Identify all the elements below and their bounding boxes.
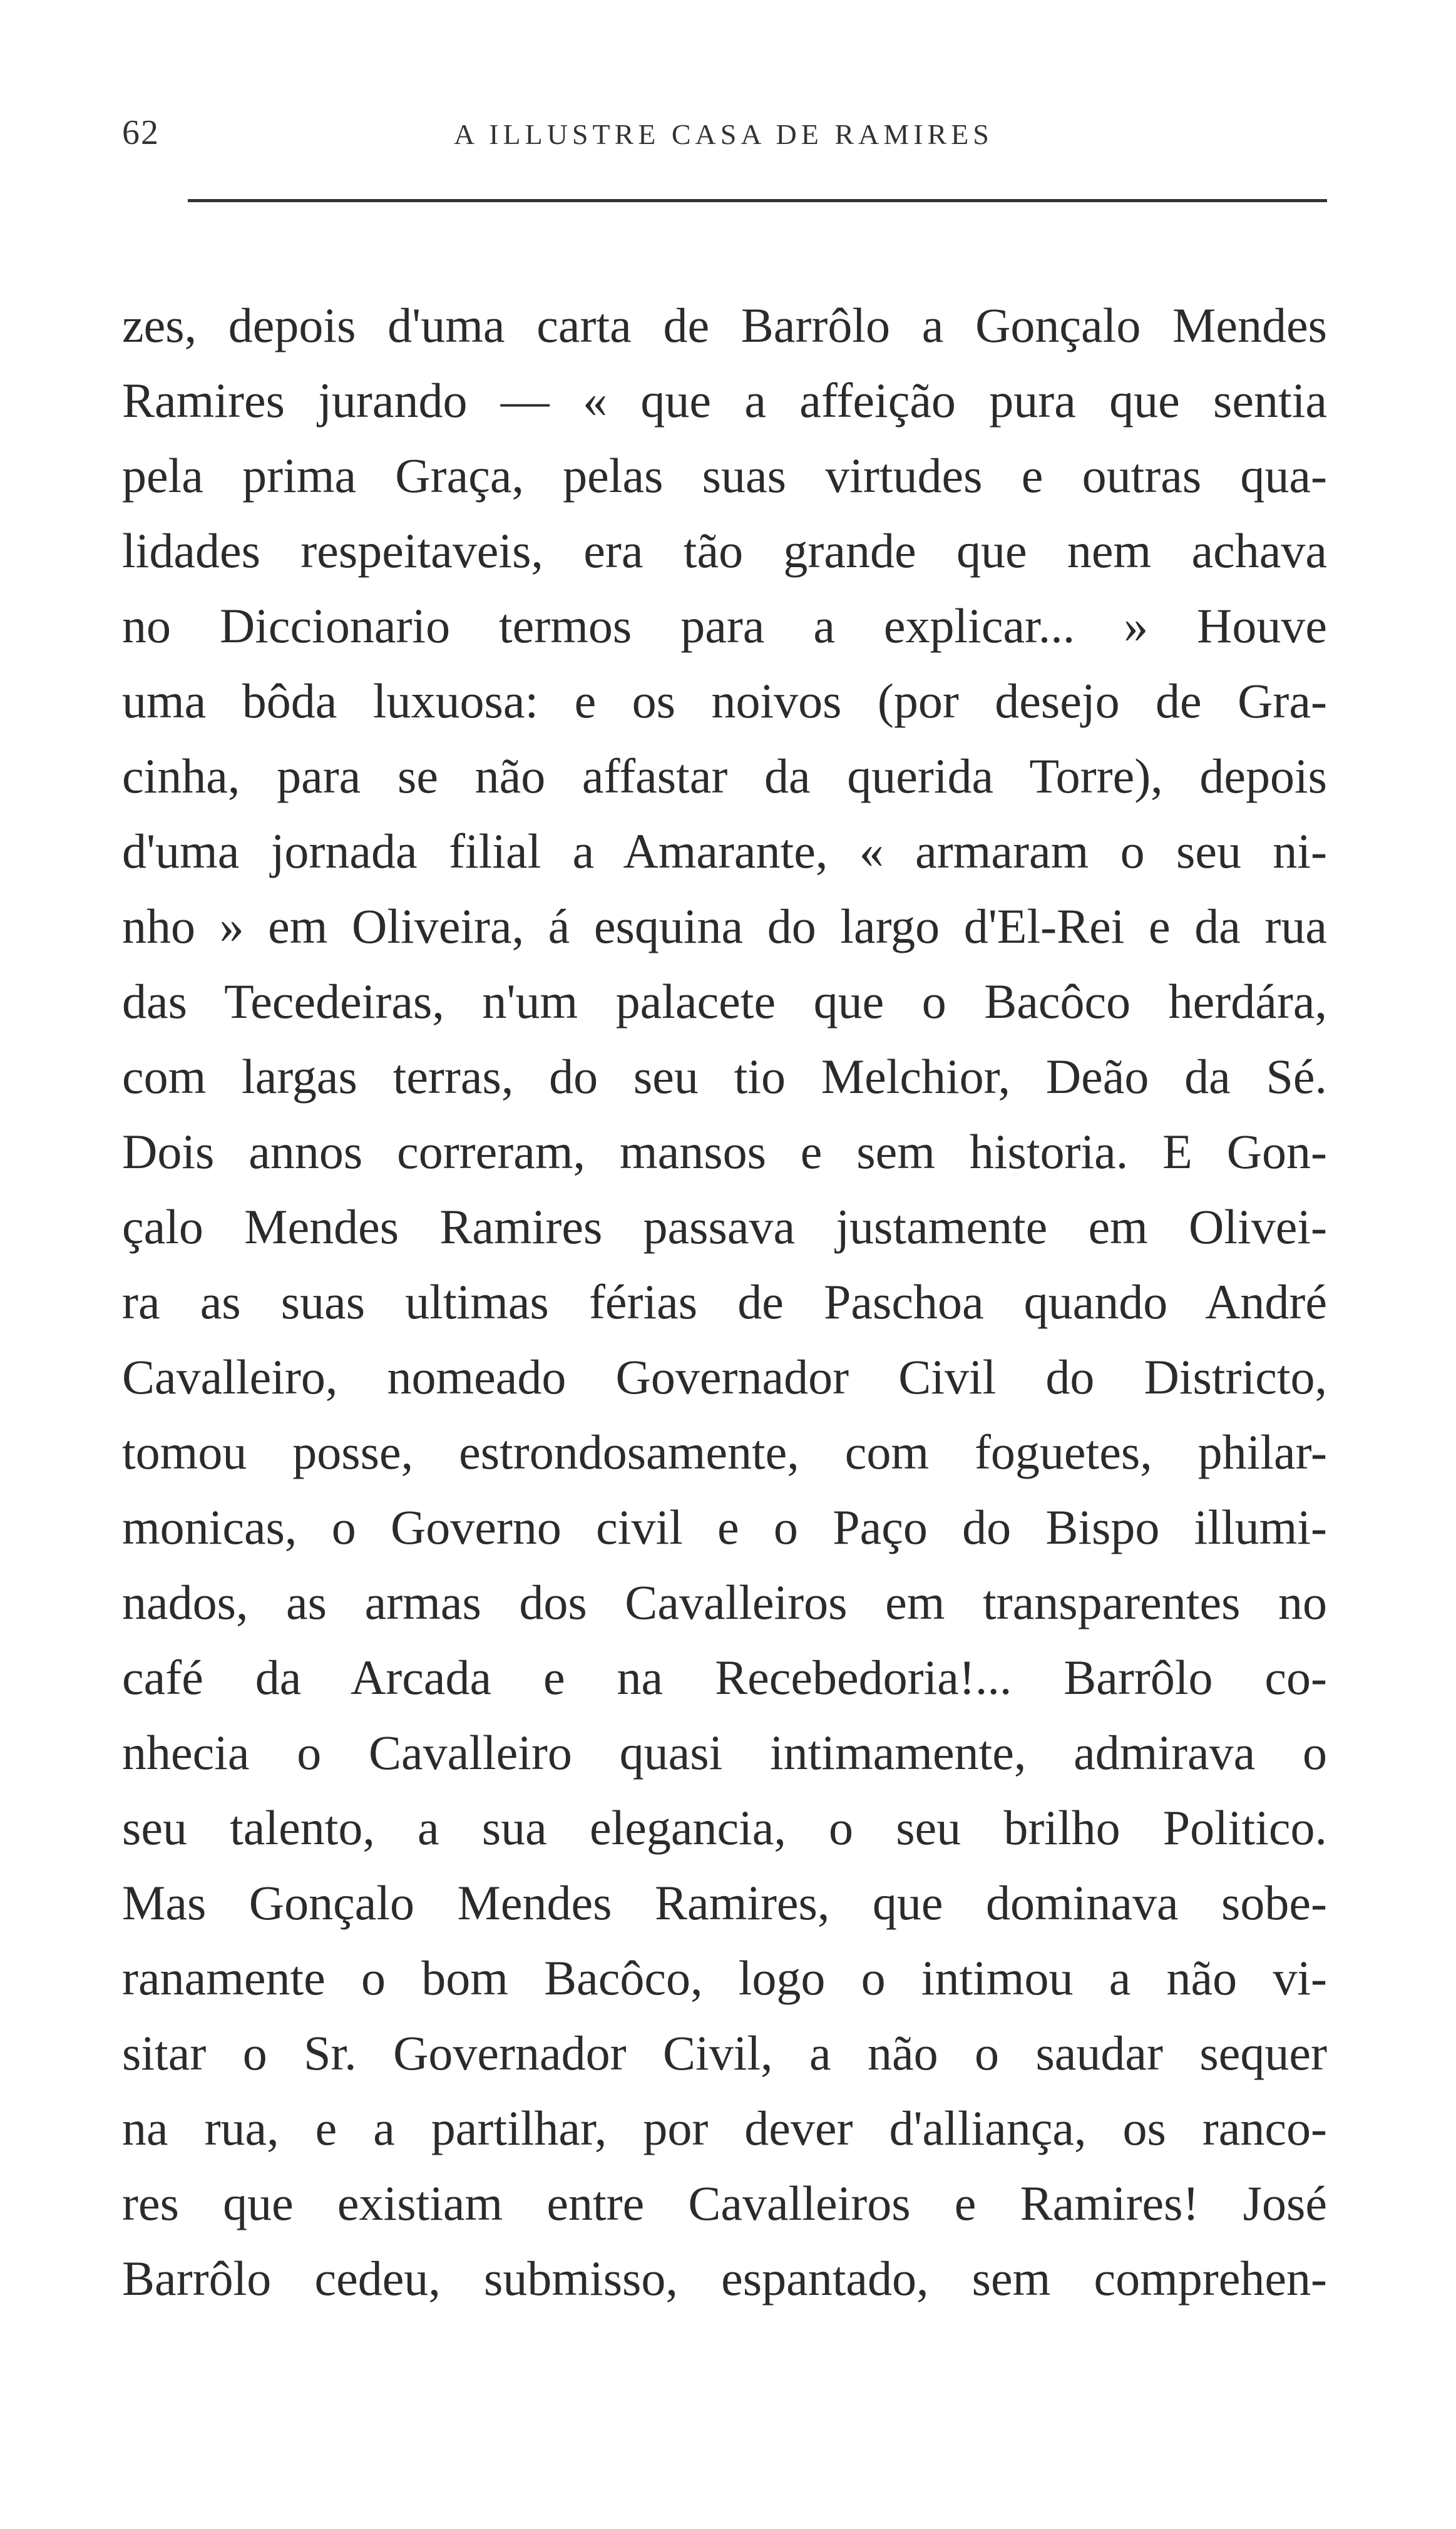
text-line: café da Arcada e na Recebedoria!... Barrôlo co-: [122, 1650, 1327, 1705]
text-line: Cavalleiro, nomeado Governador Civil do Districto,: [122, 1350, 1327, 1404]
running-head: A ILLUSTRE CASA DE RAMIRES: [454, 118, 993, 150]
text-line: lidades respeitaveis, era tão grande que nem achava: [122, 523, 1327, 578]
text-line: res que existiam entre Cavalleiros e Ramires! José: [122, 2176, 1327, 2230]
text-line: Mas Gonçalo Mendes Ramires, que dominava sobe-: [122, 1875, 1327, 1930]
text-line: uma bôda luxuosa: e os noivos (por desejo de Gra-: [122, 674, 1327, 728]
text-line: sitar o Sr. Governador Civil, a não o saudar sequer: [122, 2026, 1327, 2080]
text-line: d'uma jornada filial a Amarante, « armaram o seu ni-: [122, 824, 1327, 878]
text-line: com largas terras, do seu tio Melchior, Deão da Sé.: [122, 1049, 1327, 1104]
page-header: [122, 113, 1330, 163]
text-line: nados, as armas dos Cavalleiros em transparentes no: [122, 1575, 1327, 1629]
text-line: pela prima Graça, pelas suas virtudes e outras qua-: [122, 448, 1327, 503]
text-line: Ramires jurando — « que a affeição pura que sentia: [122, 373, 1327, 428]
text-line: Barrôlo cedeu, submisso, espantado, sem comprehen-: [122, 2251, 1327, 2306]
body-text: [122, 288, 1327, 2316]
text-line: no Diccionario termos para a explicar... » Houve: [122, 598, 1327, 653]
text-line: na rua, e a partilhar, por dever d'alliança, os ranco-: [122, 2101, 1327, 2155]
text-line: tomou posse, estrondosamente, com foguetes, philar-: [122, 1425, 1327, 1479]
text-line: zes, depois d'uma carta de Barrôlo a Gonçalo Mendes: [122, 298, 1327, 352]
header-rule: [188, 199, 1327, 202]
text-line: nhecia o Cavalleiro quasi intimamente, admirava o: [122, 1725, 1327, 1780]
text-line: Dois annos correram, mansos e sem historia. E Gon-: [122, 1124, 1327, 1179]
text-line: das Tecedeiras, n'um palacete que o Bacôco herdára,: [122, 974, 1327, 1029]
text-line: çalo Mendes Ramires passava justamente em Olivei-: [122, 1199, 1327, 1254]
text-line: cinha, para se não affastar da querida Torre), depois: [122, 749, 1327, 803]
text-line: ranamente o bom Bacôco, logo o intimou a não vi-: [122, 1951, 1327, 2005]
page-number: 62: [122, 113, 160, 152]
text-line: monicas, o Governo civil e o Paço do Bispo illumi-: [122, 1500, 1327, 1554]
text-line: nho » em Oliveira, á esquina do largo d'El-Rei e da rua: [122, 899, 1327, 953]
text-line: ra as suas ultimas férias de Paschoa quando André: [122, 1275, 1327, 1329]
text-line: seu talento, a sua elegancia, o seu brilho Politico.: [122, 1800, 1327, 1855]
